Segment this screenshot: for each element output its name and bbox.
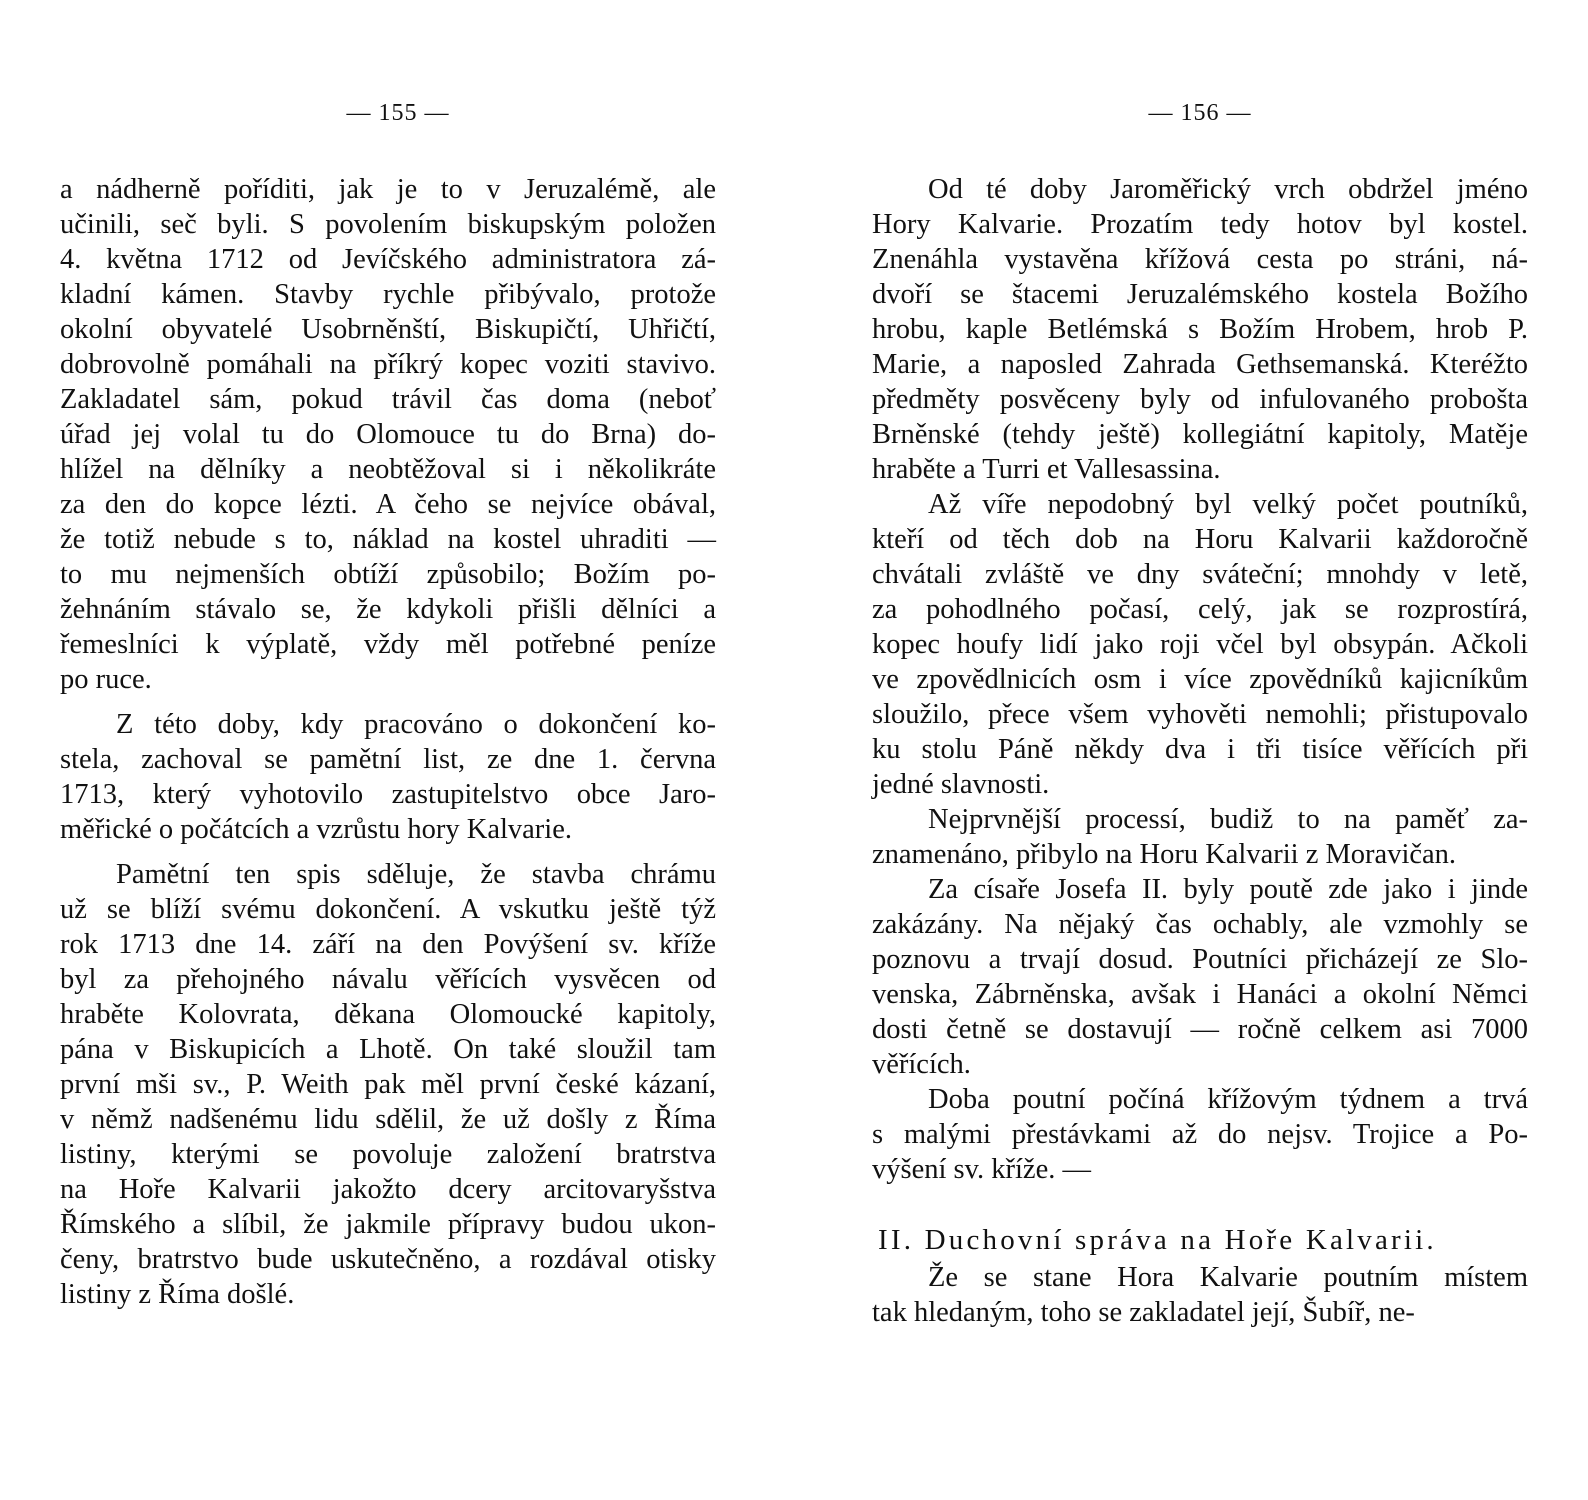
text-line: kteří od těch dob na Horu Kalvarii každoročně bbox=[872, 524, 1528, 555]
paragraph bbox=[872, 1260, 1528, 1330]
text-line: už se blíží svému dokončení. A vskutku ještě týž bbox=[60, 894, 716, 925]
text-line: chvátali zvláště ve dny sváteční; mnohdy v letě, bbox=[872, 559, 1528, 590]
text-line: hrobu, kaple Betlémská s Božím Hrobem, hrob P. bbox=[872, 314, 1528, 345]
right-page-number: — 156 — bbox=[1148, 100, 1252, 126]
text-line: Doba poutní počíná křížovým týdnem a trvá bbox=[928, 1084, 1528, 1115]
paragraph bbox=[60, 707, 716, 847]
heading-spacer bbox=[872, 1187, 1528, 1220]
text-line: za den do kopce lézti. A čeho se nejvíce obával, bbox=[60, 489, 716, 520]
text-line: žehnáním stávalo se, že kdykoli přišli dělníci a bbox=[60, 594, 716, 625]
text-line: ku stolu Páně někdy dva i tři tisíce věřících při bbox=[872, 734, 1528, 765]
right-page-body bbox=[872, 172, 1528, 1330]
text-line: za pohodlného počasí, celý, jak se rozprostírá, bbox=[872, 594, 1528, 625]
text-line: učinili, seč byli. S povolením biskupským položen bbox=[60, 209, 716, 240]
text-line: Marie, a naposled Zahrada Gethsemanská. Kteréžto bbox=[872, 349, 1528, 380]
text-line: kopec houfy lidí jako roji včel byl obsypán. Ačkoli bbox=[872, 629, 1528, 660]
text-line: to mu nejmenších obtíží způsobilo; Božím po- bbox=[60, 559, 716, 590]
paragraph bbox=[60, 172, 716, 697]
text-line: listiny, kterými se povoluje založení bratrstva bbox=[60, 1139, 716, 1170]
text-line: Až víře nepodobný byl velký počet poutníků, bbox=[928, 489, 1528, 520]
text-line: Za císaře Josefa II. byly poutě zde jako i jinde bbox=[928, 874, 1528, 905]
text-line: měřické o počátcích a vzrůstu hory Kalvarie. bbox=[60, 814, 572, 845]
text-line: stela, zachoval se pamětní list, ze dne 1. června bbox=[60, 744, 716, 775]
paragraph bbox=[872, 1082, 1528, 1187]
text-line: na Hoře Kalvarii jakožto dcery arcitovaryšstva bbox=[60, 1174, 716, 1205]
text-line: s malými přestávkami až do nejsv. Trojice a Po- bbox=[872, 1119, 1528, 1150]
text-line: dvoří se štacemi Jeruzalémského kostela Božího bbox=[872, 279, 1528, 310]
text-line: hlížel na dělníky a neobtěžoval si i několikráte bbox=[60, 454, 716, 485]
text-line: že totiž nebude s to, náklad na kostel uhraditi — bbox=[60, 524, 716, 555]
paragraph bbox=[872, 487, 1528, 802]
left-page bbox=[60, 0, 716, 1500]
text-line: Nejprvnější processí, budiž to na paměť za- bbox=[928, 804, 1528, 835]
right-page bbox=[872, 0, 1528, 1500]
text-line: venska, Zábrněnska, avšak i Hanáci a okolní Němci bbox=[872, 979, 1528, 1010]
text-line: 1713, který vyhotovilo zastupitelstvo obce Jaro- bbox=[60, 779, 716, 810]
text-line: Od té doby Jaroměřický vrch obdržel jméno bbox=[928, 174, 1528, 205]
left-page-body bbox=[60, 172, 716, 1312]
text-line: dobrovolně pomáhali na příkrý kopec voziti stavivo. bbox=[60, 349, 716, 380]
text-line: listiny z Říma došlé. bbox=[60, 1279, 295, 1310]
paragraph bbox=[60, 857, 716, 1312]
text-line: hraběte a Turri et Vallesassina. bbox=[872, 454, 1221, 485]
text-line: výšení sv. kříže. — bbox=[872, 1154, 1091, 1185]
text-line: věřících. bbox=[872, 1049, 971, 1080]
text-line: Brněnské (tehdy ještě) kollegiátní kapitoly, Matěje bbox=[872, 419, 1528, 450]
text-line: 4. května 1712 od Jevíčského administratora zá- bbox=[60, 244, 716, 275]
text-line: řemeslníci k výplatě, vždy měl potřebné peníze bbox=[60, 629, 716, 660]
text-line: první mši sv., P. Weith pak měl první české kázaní, bbox=[60, 1069, 716, 1100]
text-line: ve zpovědlnicích osm i více zpovědníků kajicníkům bbox=[872, 664, 1528, 695]
text-line: hraběte Kolovrata, děkana Olomoucké kapitoly, bbox=[60, 999, 716, 1030]
left-page-number: — 155 — bbox=[346, 100, 450, 126]
text-line: Hory Kalvarie. Prozatím tedy hotov byl kostel. bbox=[872, 209, 1528, 240]
text-line: jedné slavnosti. bbox=[872, 769, 1050, 800]
text-line: byl za přehojného návalu věřících vysvěcen od bbox=[60, 964, 716, 995]
paragraph-gap bbox=[60, 697, 716, 707]
text-line: rok 1713 dne 14. září na den Povýšení sv. kříže bbox=[60, 929, 716, 960]
text-line: znamenáno, přibylo na Horu Kalvarii z Moravičan. bbox=[872, 839, 1457, 870]
text-line: a nádherně poříditi, jak je to v Jeruzalémě, ale bbox=[60, 174, 716, 205]
text-line: Znenáhla vystavěna křížová cesta po stráni, ná- bbox=[872, 244, 1528, 275]
paragraph bbox=[872, 872, 1528, 1082]
text-line: zakázány. Na nějaký čas ochably, ale vzmohly se bbox=[872, 909, 1528, 940]
text-line: Že se stane Hora Kalvarie poutním místem bbox=[928, 1262, 1528, 1293]
text-line: poznovu a trvají dosud. Poutníci přicházejí ze Slo- bbox=[872, 944, 1528, 975]
text-line: okolní obyvatelé Usobrněnští, Biskupičtí, Uhřičtí, bbox=[60, 314, 716, 345]
text-line: předměty posvěceny byly od infulovaného probošta bbox=[872, 384, 1528, 415]
text-line: úřad jej volal tu do Olomouce tu do Brna) do- bbox=[60, 419, 716, 450]
text-line: v němž nadšenému lidu sdělil, že už došly z Říma bbox=[60, 1104, 716, 1135]
text-line: Římského a slíbil, že jakmile přípravy budou ukon- bbox=[60, 1209, 716, 1240]
text-line: sloužilo, přece všem vyhověti nemohli; přistupovalo bbox=[872, 699, 1528, 730]
text-line: Z této doby, kdy pracováno o dokončení ko- bbox=[116, 709, 716, 740]
text-line: Pamětní ten spis sděluje, že stavba chrámu bbox=[116, 859, 716, 890]
section-heading: II. Duchovní správa na Hoře Kalvarii. bbox=[878, 1224, 1437, 1256]
text-line: dosti četně se dostavují — ročně celkem asi 7000 bbox=[872, 1014, 1528, 1045]
text-line: pána v Biskupicích a Lhotě. On také sloužil tam bbox=[60, 1034, 716, 1065]
paragraph-gap bbox=[60, 847, 716, 857]
text-line: tak hledaným, toho se zakladatel její, Šubíř, ne- bbox=[872, 1297, 1415, 1328]
paragraph bbox=[872, 802, 1528, 872]
text-line: po ruce. bbox=[60, 664, 152, 695]
text-line: čeny, bratrstvo bude uskutečněno, a rozdával otisky bbox=[60, 1244, 716, 1275]
text-line: Zakladatel sám, pokud trávil čas doma (neboť bbox=[60, 384, 716, 415]
text-line: kladní kámen. Stavby rychle přibývalo, protože bbox=[60, 279, 716, 310]
paragraph bbox=[872, 172, 1528, 487]
